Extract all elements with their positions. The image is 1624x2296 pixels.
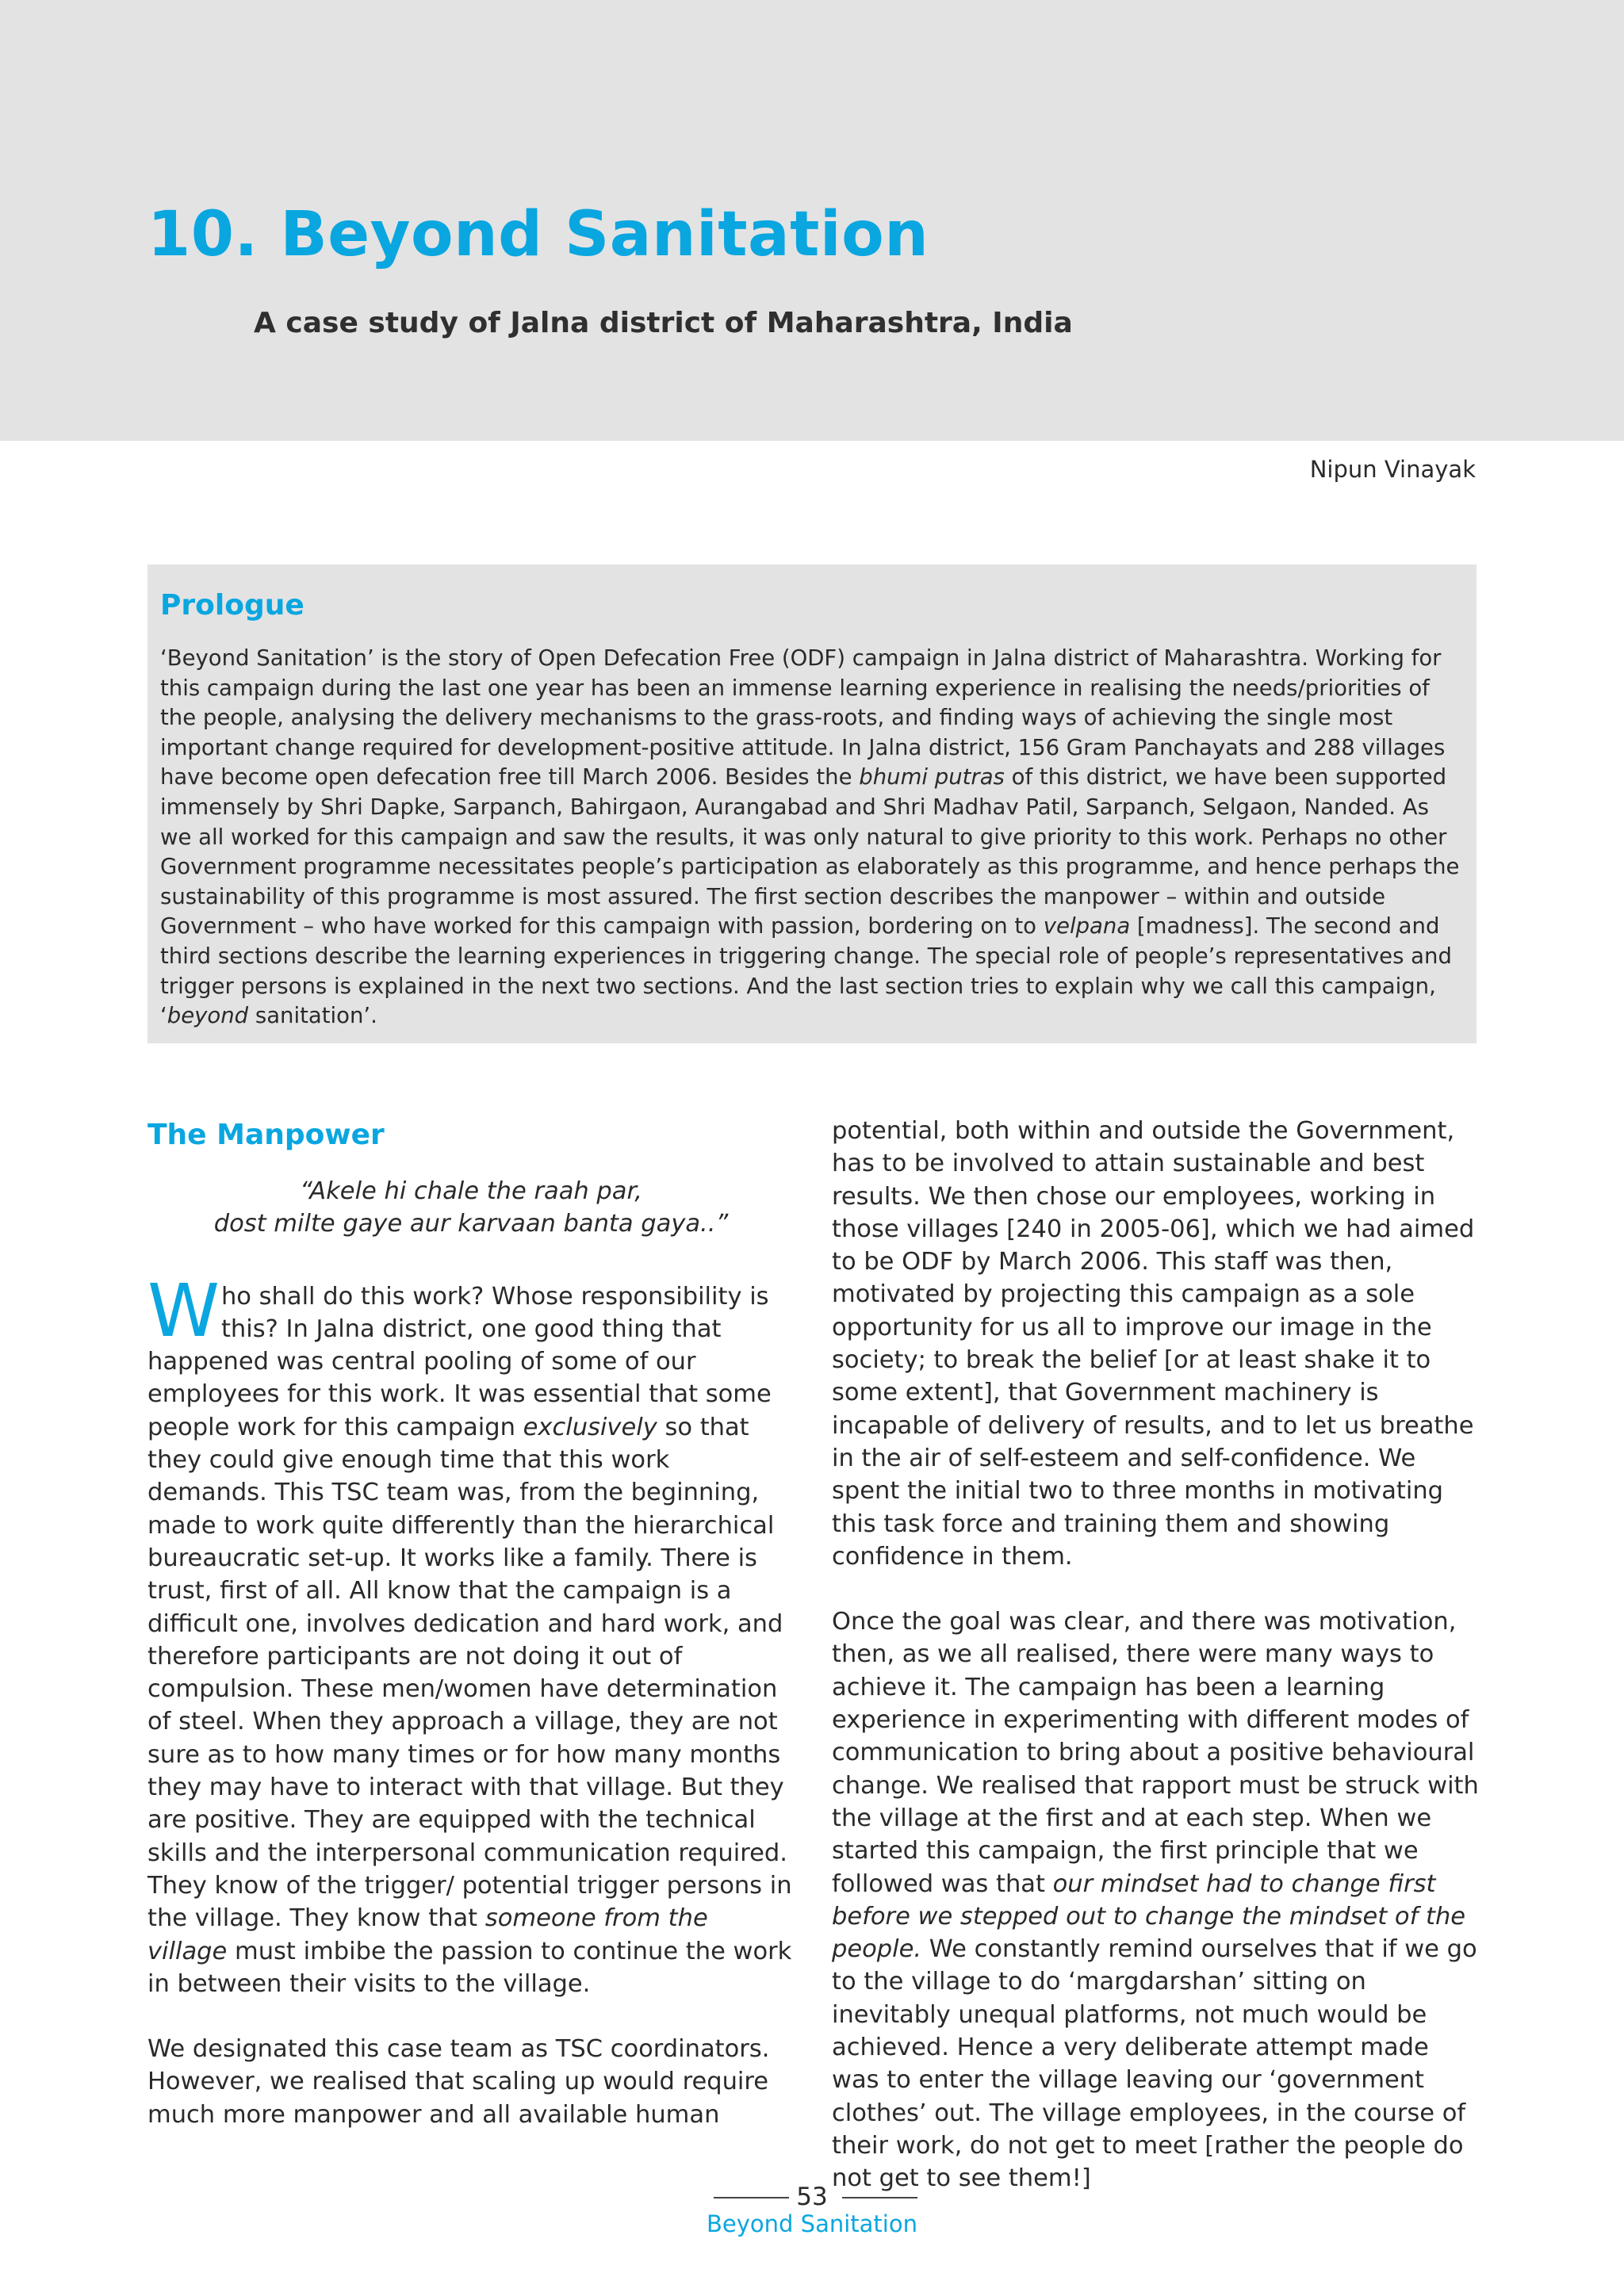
left-column xyxy=(147,1112,795,2131)
body-text-part: so that they could give enough time that this work demands. This TSC team was, from the beginning, made to work quite differently than the hierarchical bureaucratic set-up. It works like a family. There is trust, first of all. All know that the campaign is a difficult one, involves dedication and hard work, and therefore participants are not doing it out of compulsion. These men/women have determination of steel. When they approach a village, they are not sure as to how many times or for how many months they may have to interact with that village. But they are positive. They are equipped with the technical skills and the interpersonal communication required. They know of the trigger/ potential trigger persons in the village. They know that xyxy=(147,1413,792,1933)
footer-label: Beyond Sanitation xyxy=(707,2210,917,2237)
body-text-part: We constantly remind ourselves that if we go to the village to do ‘margdarshan’ sitting on inevitably unequal platforms, not much would be achieved. Hence a very deliberate attempt made was to enter the village leaving our ‘government clothes’ out. The village employees, in the course of their work, do not get to meet [rather the people do not get to see them!] xyxy=(832,1935,1477,2193)
right-column xyxy=(832,1115,1482,2195)
epigraph xyxy=(147,1175,795,1241)
body-text-part: Once the goal was clear, and there was motivation, then, as we all realised, there were many ways to achieve it. The campaign has been a learning experience in experimenting with different modes of communication to bring about a positive behavioural change. We realised that rapport must be struck with the village at the first and at each step. When we started this campaign, the first principle that we followed was that xyxy=(832,1608,1479,1898)
prologue-box xyxy=(147,564,1477,1043)
body-paragraph xyxy=(147,1268,795,2001)
drop-cap: W xyxy=(147,1268,220,1353)
body-text-part: must imbibe the passion to continue the work in between their visits to the village. xyxy=(147,1937,792,1998)
chapter-title: 10. Beyond Sanitation xyxy=(147,199,929,270)
body-paragraph: We designated this case team as TSC coordinators. However, we realised that scaling up would require much more manpower and all available human xyxy=(147,2035,770,2129)
author-name: Nipun Vinayak xyxy=(1309,456,1476,483)
prologue-text-part: ‘Beyond Sanitation’ is the story of Open Defecation Free (ODF) campaign in Jalna district of Maharashtra. Working for this campaign during the last one year has been an immense learning experience in realising the needs/priorities of the people, analysing the delivery mechanisms to the grass-roots, and finding ways of achieving the single most important change required for development-positive attitude. In Jalna district, 156 Gram Panchayats and 288 villages have become open defecation free till March 2006. Besides the xyxy=(160,645,1446,790)
prologue-text-part: [madness]. The second and third sections describe the learning experiences in triggering change. The special role of people’s representatives and trigger persons is explained in the next two sections. And the last section tries to explain why we call this campaign, ‘ xyxy=(160,913,1452,1029)
body-emphasis: someone from the village xyxy=(147,1904,708,1965)
body-emphasis: exclusively xyxy=(523,1413,657,1441)
page-number: 53 xyxy=(796,2183,828,2211)
section-heading-manpower: The Manpower xyxy=(147,1119,385,1151)
epigraph-line: dost milte gaye aur karvaan banta gaya..” xyxy=(213,1210,729,1238)
header-band xyxy=(0,0,1624,441)
body-paragraph: potential, both within and outside the Government, has to be involved to attain sustainable and best results. We then chose our employees, working in those villages [240 in 2005-06], which we had aimed to be ODF by March 2006. This staff was then, motivated by projecting this campaign as a sole opportunity for us all to improve our image in the society; to break the belief [or at least shake it to some extent], that Government machinery is incapable of delivery of results, and to let us breathe in the air of self-esteem and self-confidence. We spent the initial two to three months in motivating this task force and training them and showing confidence in them. xyxy=(832,1117,1475,1571)
body-paragraph xyxy=(832,1605,1482,2195)
prologue-text xyxy=(160,644,1465,1031)
body-text-part: ho shall do this work? Whose responsibility is this? In Jalna district, one good thing that happened was central pooling of some of our employees for this work. It was essential that some people work for this campaign xyxy=(147,1282,772,1441)
prologue-text-part: sanitation’. xyxy=(248,1003,377,1029)
prologue-text-part: of this district, we have been supported immensely by Shri Dapke, Sarpanch, Bahirgaon, Aurangabad and Shri Madhav Patil, Sarpanch, Selgaon, Nanded. As we all worked for this campaign and saw the results, it was only natural to give priority to this work. Perhaps no other Government programme necessitates people’s participation as elaborately as this programme, and hence perhaps the sustainability of this programme is most assured. The first section describes the manpower – within and outside Government – who have worked for this campaign with passion, bordering on to xyxy=(160,764,1460,939)
prologue-emphasis: beyond xyxy=(167,1003,249,1029)
chapter-subtitle: A case study of Jalna district of Maharashtra, India xyxy=(254,307,1073,339)
prologue-emphasis: bhumi putras xyxy=(859,764,1005,790)
prologue-heading: Prologue xyxy=(160,589,304,622)
body-emphasis: our mindset had to change first before we stepped out to change the mindset of the people. xyxy=(832,1869,1466,1964)
prologue-emphasis: velpana xyxy=(1043,913,1131,939)
epigraph-line: “Akele hi chale the raah par, xyxy=(300,1177,642,1205)
